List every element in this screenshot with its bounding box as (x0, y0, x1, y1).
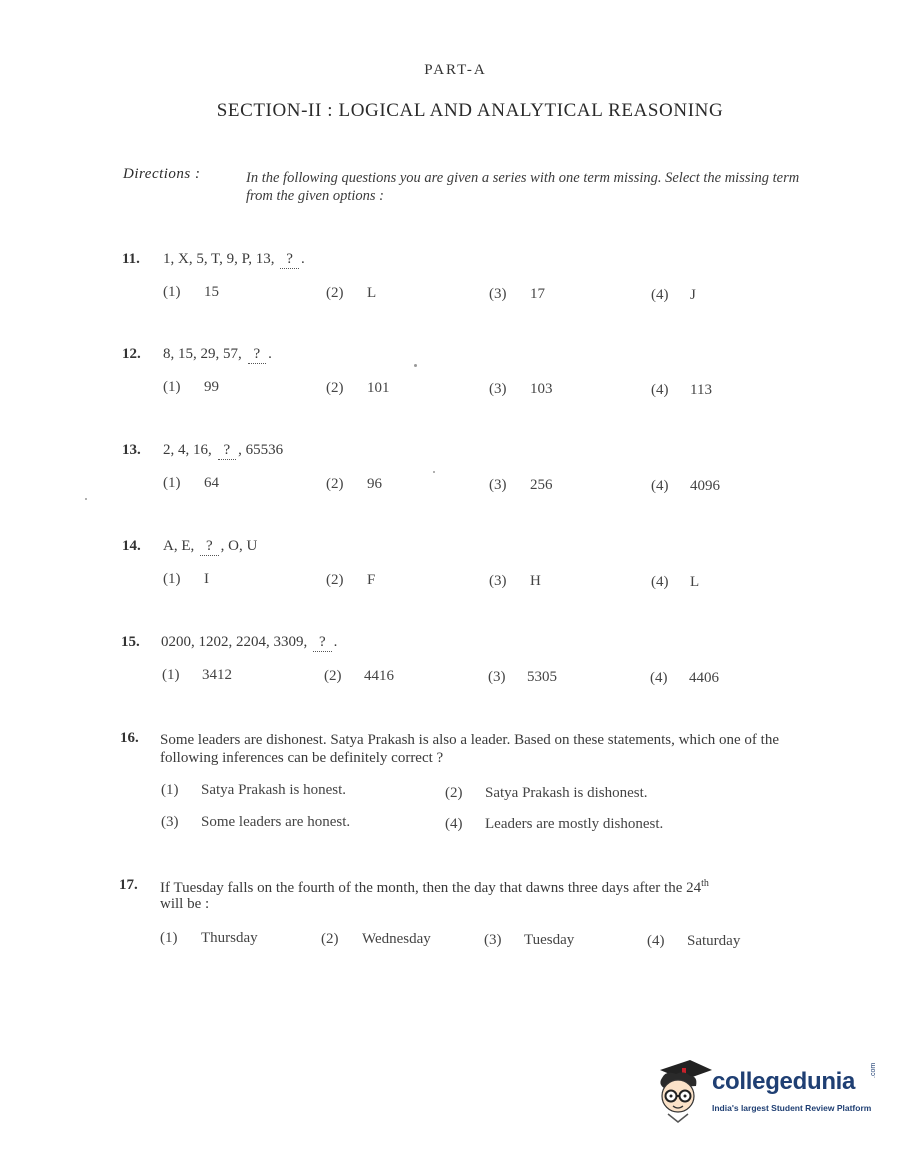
question-series (161, 634, 337, 652)
option-value: 15 (204, 284, 219, 300)
question-number: 13. (122, 442, 141, 458)
brand-name: collegedunia (712, 1068, 856, 1095)
question-series (163, 442, 283, 460)
option-value: 4096 (690, 478, 720, 494)
option-value: J (690, 287, 696, 303)
option-value: 4406 (689, 670, 719, 686)
option-number: (2) (326, 285, 344, 301)
option-value: Thursday (201, 930, 258, 946)
question-series (163, 251, 305, 269)
option-value: Saturday (687, 933, 741, 949)
option-number: (4) (647, 933, 665, 949)
option-value: 17 (530, 286, 545, 302)
part-label: PART-A (424, 62, 487, 78)
option-value: 4416 (364, 668, 394, 684)
question-number: 17. (119, 877, 138, 893)
option-number: (2) (326, 572, 344, 588)
question-number: 15. (121, 634, 140, 650)
brand-tagline: India's largest Student Review Platform (712, 1103, 872, 1113)
scan-speck (414, 364, 417, 367)
option-number: (2) (321, 931, 339, 947)
blank: ? (200, 538, 219, 556)
section-title: SECTION-II : LOGICAL AND ANALYTICAL REASONING (216, 100, 724, 121)
option-value: 3412 (202, 667, 232, 683)
series-end: , O, U (220, 538, 258, 554)
option-number: (4) (651, 478, 669, 494)
directions-label: Directions : (123, 166, 201, 182)
option-number: (3) (489, 286, 507, 302)
option-value: Tuesday (524, 932, 575, 948)
option-number: (3) (488, 669, 506, 685)
series-text: 0200, 1202, 2204, 3309, (161, 634, 308, 650)
option-number: (3) (489, 477, 507, 493)
question-number: 16. (120, 730, 139, 746)
question-text: Some leaders are dishonest. Satya Prakash is also a leader. Based on these statements, which one of the following inferences can be definitely correct ? (160, 732, 779, 766)
student-mascot-icon (654, 1056, 714, 1126)
option-value: L (690, 574, 700, 590)
option-value: H (530, 573, 541, 589)
option-value: 113 (690, 382, 712, 398)
question-number: 12. (122, 346, 141, 362)
option-number: (3) (489, 573, 507, 589)
option-number: (2) (326, 380, 344, 396)
question-number: 14. (122, 538, 141, 554)
question-text-main: If Tuesday falls on the fourth of the month, then the day that dawns three days after the 24 (160, 880, 702, 896)
directions-text: In the following questions you are given a series with one term missing. Select the missing term from the given options : (246, 170, 800, 204)
option-number: (1) (163, 571, 181, 587)
blank: ? (280, 251, 299, 269)
series-end: . (300, 251, 305, 267)
option-number: (3) (161, 814, 179, 830)
scan-speck (85, 498, 87, 500)
option-number: (4) (651, 382, 669, 398)
option-value: 256 (530, 477, 553, 493)
option-value: 5305 (527, 669, 557, 685)
question-text (160, 878, 709, 897)
option-number: (3) (484, 932, 502, 948)
option-value: Leaders are mostly dishonest. (485, 816, 664, 832)
option-value: Satya Prakash is dishonest. (485, 785, 648, 801)
blank: ? (313, 634, 332, 652)
option-number: (1) (163, 475, 181, 491)
option-number: (4) (445, 816, 463, 832)
series-text: A, E, (163, 538, 195, 554)
scan-speck (433, 471, 435, 473)
series-text: 8, 15, 29, 57, (163, 346, 242, 362)
option-number: (1) (161, 782, 179, 798)
blank: ? (248, 346, 267, 364)
option-number: (4) (650, 670, 668, 686)
option-number: (2) (445, 785, 463, 801)
series-end: , 65536 (238, 442, 284, 458)
series-text: 1, X, 5, T, 9, P, 13, (163, 251, 275, 267)
option-value: 96 (367, 476, 382, 492)
option-number: (2) (326, 476, 344, 492)
option-value: Wednesday (362, 931, 431, 947)
option-number: (1) (160, 930, 178, 946)
option-number: (1) (163, 379, 181, 395)
option-value: Some leaders are honest. (201, 814, 351, 830)
brand-domain: .com (870, 1062, 877, 1078)
option-number: (1) (163, 284, 181, 300)
option-value: 103 (530, 381, 553, 397)
option-value: 64 (204, 475, 219, 491)
question-series (163, 346, 272, 364)
blank: ? (218, 442, 237, 460)
question-text-cont: will be : (160, 896, 210, 912)
option-value: 101 (367, 380, 390, 396)
option-number: (4) (651, 287, 669, 303)
question-number: 11. (122, 251, 140, 267)
option-value: 99 (204, 379, 219, 395)
series-text: 2, 4, 16, (163, 442, 212, 458)
series-end: . (333, 634, 338, 650)
option-number: (3) (489, 381, 507, 397)
series-end: . (268, 346, 272, 362)
option-number: (1) (162, 667, 180, 683)
option-value: L (367, 285, 377, 301)
option-value: F (367, 572, 376, 588)
option-value: I (204, 571, 209, 587)
option-value: Satya Prakash is honest. (201, 782, 346, 798)
option-number: (4) (651, 574, 669, 590)
superscript: th (701, 878, 709, 889)
option-number: (2) (324, 668, 342, 684)
question-series (163, 538, 257, 556)
